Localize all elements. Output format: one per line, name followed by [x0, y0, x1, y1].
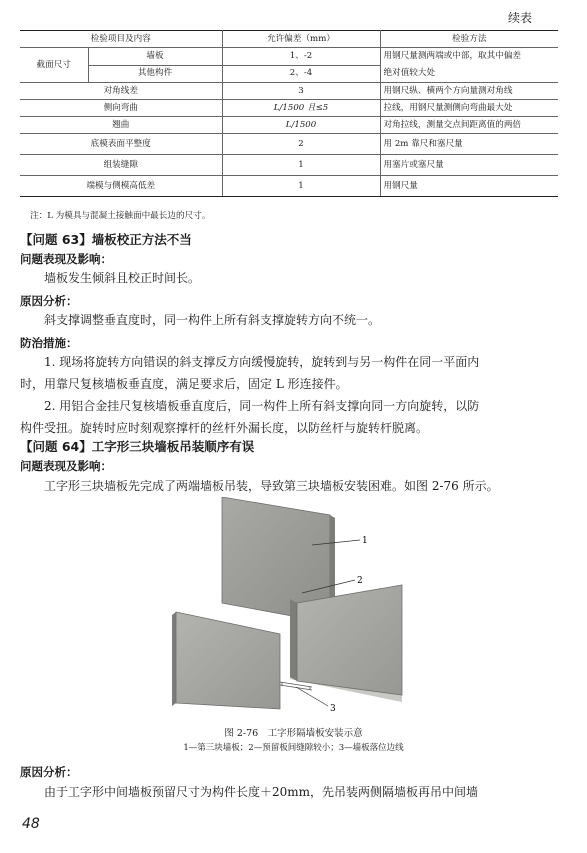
callout-3: 3	[330, 704, 336, 712]
row-item: 端模与侧模高低差	[20, 176, 222, 197]
callout-2: 2	[357, 576, 363, 586]
row-tolerance: L/1500 且≤5	[222, 100, 380, 117]
header-item: 检验项目及内容	[20, 31, 222, 48]
wall-panel-figure	[172, 497, 412, 712]
issue-63-title: 【问题 63】墙板校正方法不当	[20, 232, 192, 247]
row-tolerance: 2、-4	[222, 65, 380, 83]
table-row	[20, 176, 558, 197]
header-method: 检验方法	[380, 31, 558, 48]
right-panel-edge	[290, 599, 297, 681]
row-tolerance: 1	[222, 155, 380, 176]
issue-63-cause-heading: 原因分析：	[20, 294, 78, 308]
row-item: 墙板	[88, 48, 222, 66]
row-item: 底模表面平整度	[20, 134, 222, 155]
left-panel-edge	[172, 612, 176, 706]
row-tolerance: 1	[222, 176, 380, 197]
row-item: 翘曲	[20, 117, 222, 134]
header-tolerance: 允许偏差（mm）	[222, 31, 380, 48]
row-method: 用塞片或塞尺量	[380, 155, 558, 176]
issue-64-manifest-text: 工字形三块墙板先完成了两端墙板吊装，导致第三块墙板安装困难。如图 2-76 所示。	[44, 479, 499, 493]
table-header-row	[20, 31, 558, 48]
table-row	[20, 48, 558, 66]
row-tolerance: 2	[222, 134, 380, 155]
figure-caption: 图 2-76 工字形隔墙板安装示意	[224, 728, 363, 739]
table-row	[20, 155, 558, 176]
row-method: 对角拉线，测量交点间距离值的两倍	[380, 117, 558, 134]
issue-64-cause-text: 由于工字形中间墙板预留尺寸为构件长度＋20mm，先吊装两侧隔墙板再吊中间墙	[44, 785, 479, 799]
row-tolerance: 1、-2	[222, 48, 380, 66]
table-row	[20, 100, 558, 117]
row-item: 其他构件	[88, 65, 222, 83]
section-label: 截面尺寸	[20, 48, 88, 83]
continued-label: 续表	[508, 11, 533, 25]
row-method: 用钢尺量	[380, 176, 558, 197]
table-row	[20, 117, 558, 134]
issue-63-measures-heading: 防治措施：	[20, 336, 78, 350]
issue-63-cause-text: 斜支撑调整垂直度时，同一构件上所有斜支撑旋转方向不统一。	[44, 313, 381, 327]
row-item: 组装缝隙	[20, 155, 222, 176]
row-item: 对角线差	[20, 83, 222, 100]
issue-64-title: 【问题 64】工字形三块墙板吊装顺序有误	[20, 439, 255, 454]
issue-64-cause-heading: 原因分析：	[20, 765, 78, 779]
left-wall-panel	[176, 612, 280, 709]
tolerance-table	[20, 30, 558, 197]
issue-63-manifest-text: 墙板发生倾斜且校正时间长。	[44, 271, 201, 285]
measure-1-line-2: 时，用靠尺复核墙板垂直度，满足要求后，固定 L 形连接件。	[20, 377, 348, 391]
measure-1-line-1: 1. 现场将旋转方向错误的斜支撑反方向缓慢旋转，旋转到与另一构件在同一平面内	[44, 355, 480, 369]
row-tolerance: 3	[222, 83, 380, 100]
row-tolerance: L/1500	[222, 117, 380, 134]
row-item: 侧向弯曲	[20, 100, 222, 117]
issue-64-manifest-heading: 问题表现及影响：	[20, 459, 112, 473]
row-method	[380, 48, 558, 83]
row-method: 用 2m 靠尺和塞尺量	[380, 134, 558, 155]
measure-2-line-1: 2. 用铝合金挂尺复核墙板垂直度后，同一构件上所有斜支撑向同一方向旋转，以防	[44, 399, 480, 413]
callout-1: 1	[362, 536, 368, 546]
page-number: 48	[22, 816, 40, 832]
figure-legend: 1—第三块墙板；2—预留板间缝隙较小；3—墙板落位边线	[183, 743, 404, 753]
landing-line	[280, 685, 312, 690]
right-wall-panel	[297, 585, 402, 695]
table-row	[20, 83, 558, 100]
issue-63-manifest-heading: 问题表现及影响：	[20, 252, 112, 266]
table-note: 注：L 为模具与混凝土接触面中最长边的尺寸。	[30, 211, 211, 221]
row-method: 拉线，用钢尺量测侧向弯曲最大处	[380, 100, 558, 117]
method-line-2: 绝对值较大处	[383, 68, 436, 78]
measure-2-line-2: 构件受扭。旋转时应时刻观察撑杆的丝杆外漏长度，以防丝杆与旋转杆脱离。	[20, 421, 429, 435]
method-line-1: 用钢尺量测两端或中部，取其中偏差	[383, 51, 522, 61]
table-row	[20, 134, 558, 155]
row-method: 用钢尺纵、横两个方向量测对角线	[380, 83, 558, 100]
